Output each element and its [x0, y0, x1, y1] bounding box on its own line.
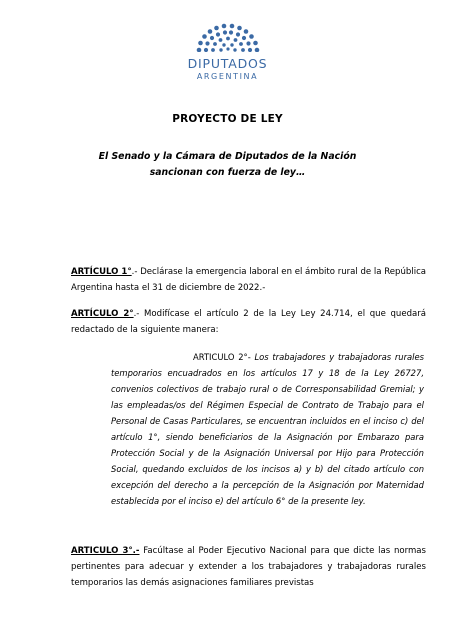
- article-1: [71, 264, 426, 296]
- article-3: [71, 543, 426, 591]
- article-3-text: Facúltase al Poder Ejecutivo Nacional para que dicte las normas pertinentes para adecuar y extender a los trabajadores y trabajadoras rurales temporarios las demás asignaciones familiares previstas: [71, 546, 426, 588]
- article-2-heading: ARTÍCULO 2°: [71, 309, 134, 319]
- quoted-article-lead: ARTICULO 2°-: [193, 352, 255, 362]
- quoted-article-2: [111, 349, 424, 509]
- article-1-text: Declárase la emergencia laboral en el ámbito rural de la República Argentina hasta el 31 de diciembre de 2022.-: [71, 267, 427, 293]
- article-1-heading: ARTÍCULO 1°: [71, 267, 132, 277]
- diputados-logo: [0, 22, 455, 81]
- article-2-text: Modifícase el artículo 2 de la Ley Ley 24.714, el que quedará redactado de la siguiente manera:: [71, 309, 426, 335]
- logo-title: DIPUTADOS: [187, 56, 268, 71]
- document-title: PROYECTO DE LEY: [172, 113, 283, 125]
- enacting-formula-line-2: sancionan con fuerza de ley…: [149, 167, 306, 178]
- article-2: [71, 306, 426, 338]
- logo-subtitle: ARGENTINA: [196, 72, 259, 81]
- quoted-article-text: Los trabajadores y trabajadoras rurales temporarios encuadrados en los artículos 17 y 18 de la Ley 26727, convenios colectivos de trabajo rural o de Corresponsabilidad Gremial; y las empleadas/os del Régimen Especial de Contrato de Trabajo para el Personal de Casas Particulares, se encuentran incluidos en el inciso c) del artículo 1°, siendo beneficiarios de la Asignación por Embarazo para Protección Social y de la Asignación Universal por Hijo para Protección Social, quedando excluidos de los incisos a) y b) del citado artículo con excepción del derecho a la percepción de la Asignación por Maternidad establecida por el inciso e) del artículo 6° de la presente ley.: [111, 352, 424, 506]
- article-2-separator: .-: [133, 309, 145, 319]
- article-1-separator: .-: [131, 267, 141, 277]
- article-3-heading: ARTICULO 3°.-: [71, 546, 140, 556]
- congress-dome-icon: [195, 22, 261, 52]
- enacting-formula-line-1: El Senado y la Cámara de Diputados de la Nación: [98, 151, 357, 162]
- enacting-formula: [0, 149, 455, 181]
